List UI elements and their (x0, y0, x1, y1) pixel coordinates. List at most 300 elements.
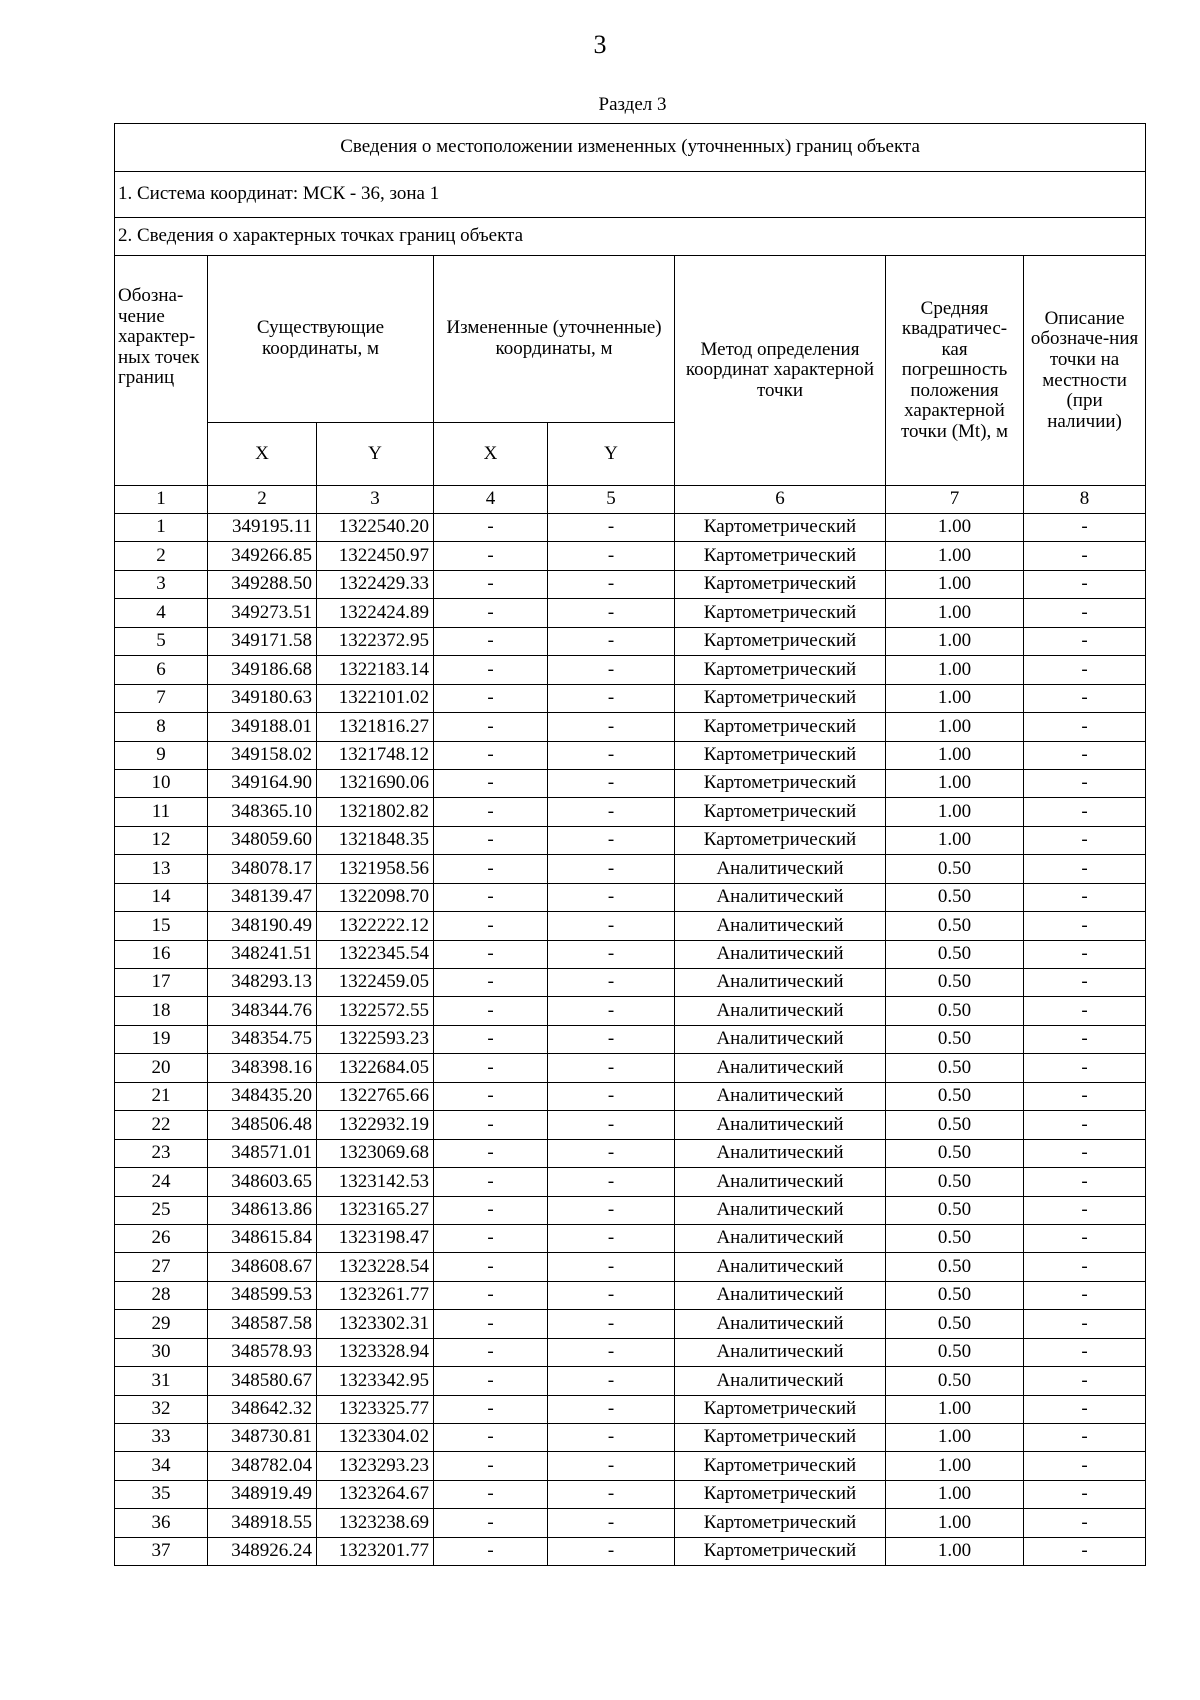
description-cell: - (1024, 1196, 1146, 1224)
description-cell: - (1024, 514, 1146, 542)
rms-error-cell: 0.50 (886, 883, 1024, 911)
existing-x-cell: 348078.17 (208, 855, 317, 883)
description-cell: - (1024, 656, 1146, 684)
changed-y-cell: - (548, 656, 675, 684)
changed-y-cell: - (548, 769, 675, 797)
rms-error-cell: 0.50 (886, 940, 1024, 968)
rms-error-cell: 1.00 (886, 1480, 1024, 1508)
point-number-cell: 11 (115, 798, 208, 826)
existing-y-cell: 1322540.20 (317, 514, 434, 542)
changed-y-cell: - (548, 940, 675, 968)
existing-y-cell: 1322183.14 (317, 656, 434, 684)
point-number-cell: 17 (115, 969, 208, 997)
method-cell: Аналитический (675, 855, 886, 883)
existing-x-cell: 348608.67 (208, 1253, 317, 1281)
existing-x-cell: 348615.84 (208, 1224, 317, 1252)
changed-x-cell: - (434, 1480, 548, 1508)
description-cell: - (1024, 1253, 1146, 1281)
method-cell: Картометрический (675, 1424, 886, 1452)
existing-y-cell: 1323228.54 (317, 1253, 434, 1281)
existing-y-cell: 1322459.05 (317, 969, 434, 997)
table-row (115, 1509, 1146, 1537)
table-row (115, 997, 1146, 1025)
method-cell: Аналитический (675, 1139, 886, 1167)
changed-x-cell: - (434, 1025, 548, 1053)
header-existing-y: Y (317, 423, 434, 486)
method-cell: Аналитический (675, 969, 886, 997)
changed-x-cell: - (434, 1082, 548, 1110)
point-number-cell: 18 (115, 997, 208, 1025)
table-row (115, 1480, 1146, 1508)
changed-y-cell: - (548, 1281, 675, 1309)
description-cell: - (1024, 627, 1146, 655)
method-cell: Картометрический (675, 1452, 886, 1480)
header-changed-y: Y (548, 423, 675, 486)
existing-y-cell: 1321748.12 (317, 741, 434, 769)
existing-y-cell: 1322765.66 (317, 1082, 434, 1110)
changed-y-cell: - (548, 883, 675, 911)
changed-y-cell: - (548, 514, 675, 542)
method-cell: Картометрический (675, 684, 886, 712)
table-row (115, 656, 1146, 684)
table-row (115, 542, 1146, 570)
method-cell: Аналитический (675, 1253, 886, 1281)
point-number-cell: 10 (115, 769, 208, 797)
existing-x-cell: 348059.60 (208, 826, 317, 854)
column-number: 1 (115, 486, 208, 514)
table-row (115, 826, 1146, 854)
existing-x-cell: 348365.10 (208, 798, 317, 826)
existing-x-cell: 349186.68 (208, 656, 317, 684)
changed-x-cell: - (434, 855, 548, 883)
existing-x-cell: 348730.81 (208, 1424, 317, 1452)
existing-y-cell: 1323165.27 (317, 1196, 434, 1224)
description-cell: - (1024, 1310, 1146, 1338)
method-cell: Аналитический (675, 1310, 886, 1338)
table-row (115, 1338, 1146, 1366)
existing-y-cell: 1322101.02 (317, 684, 434, 712)
changed-y-cell: - (548, 1424, 675, 1452)
existing-x-cell: 348241.51 (208, 940, 317, 968)
point-number-cell: 37 (115, 1537, 208, 1565)
changed-x-cell: - (434, 1111, 548, 1139)
changed-y-cell: - (548, 1537, 675, 1565)
changed-y-cell: - (548, 542, 675, 570)
existing-y-cell: 1321816.27 (317, 713, 434, 741)
rms-error-cell: 0.50 (886, 1338, 1024, 1366)
rms-error-cell: 0.50 (886, 997, 1024, 1025)
existing-x-cell: 349164.90 (208, 769, 317, 797)
rms-error-cell: 1.00 (886, 656, 1024, 684)
column-number: 2 (208, 486, 317, 514)
method-cell: Аналитический (675, 1196, 886, 1224)
column-number-row (115, 486, 1146, 514)
description-cell: - (1024, 1395, 1146, 1423)
existing-x-cell: 348293.13 (208, 969, 317, 997)
existing-y-cell: 1322450.97 (317, 542, 434, 570)
point-number-cell: 28 (115, 1281, 208, 1309)
table-row (115, 684, 1146, 712)
point-number-cell: 34 (115, 1452, 208, 1480)
header-changed-coords: Измененные (уточненные) координаты, м (434, 256, 675, 423)
method-cell: Аналитический (675, 1168, 886, 1196)
method-cell: Аналитический (675, 1111, 886, 1139)
point-number-cell: 12 (115, 826, 208, 854)
changed-x-cell: - (434, 570, 548, 598)
existing-y-cell: 1322098.70 (317, 883, 434, 911)
table-row (115, 1168, 1146, 1196)
method-cell: Картометрический (675, 713, 886, 741)
method-cell: Картометрический (675, 741, 886, 769)
changed-x-cell: - (434, 969, 548, 997)
changed-y-cell: - (548, 1338, 675, 1366)
changed-y-cell: - (548, 1253, 675, 1281)
table-row (115, 1537, 1146, 1565)
boundary-points-table (114, 123, 1146, 1566)
changed-x-cell: - (434, 1424, 548, 1452)
existing-y-cell: 1323069.68 (317, 1139, 434, 1167)
rms-error-cell: 1.00 (886, 1509, 1024, 1537)
header-point-designation: Обозна-чение характер-ных точек границ (115, 256, 208, 486)
existing-x-cell: 349158.02 (208, 741, 317, 769)
header-changed-x: X (434, 423, 548, 486)
changed-y-cell: - (548, 1082, 675, 1110)
changed-x-cell: - (434, 741, 548, 769)
existing-x-cell: 349273.51 (208, 599, 317, 627)
rms-error-cell: 0.50 (886, 1281, 1024, 1309)
column-number: 5 (548, 486, 675, 514)
existing-x-cell: 348344.76 (208, 997, 317, 1025)
rms-error-cell: 1.00 (886, 570, 1024, 598)
table-row (115, 1082, 1146, 1110)
existing-y-cell: 1321802.82 (317, 798, 434, 826)
method-cell: Картометрический (675, 514, 886, 542)
description-cell: - (1024, 883, 1146, 911)
table-row (115, 1025, 1146, 1053)
rms-error-cell: 1.00 (886, 826, 1024, 854)
point-number-cell: 36 (115, 1509, 208, 1537)
changed-x-cell: - (434, 1537, 548, 1565)
changed-y-cell: - (548, 1452, 675, 1480)
method-cell: Аналитический (675, 912, 886, 940)
point-number-cell: 2 (115, 542, 208, 570)
existing-x-cell: 349288.50 (208, 570, 317, 598)
rms-error-cell: 1.00 (886, 769, 1024, 797)
changed-y-cell: - (548, 1395, 675, 1423)
point-number-cell: 31 (115, 1367, 208, 1395)
existing-x-cell: 349266.85 (208, 542, 317, 570)
header-method: Метод определения координат характерной точки (675, 256, 886, 486)
existing-y-cell: 1323238.69 (317, 1509, 434, 1537)
changed-y-cell: - (548, 1196, 675, 1224)
point-number-cell: 22 (115, 1111, 208, 1139)
changed-x-cell: - (434, 542, 548, 570)
existing-x-cell: 348918.55 (208, 1509, 317, 1537)
table-row (115, 1395, 1146, 1423)
table-row (115, 1367, 1146, 1395)
rms-error-cell: 1.00 (886, 1452, 1024, 1480)
changed-y-cell: - (548, 1480, 675, 1508)
changed-y-cell: - (548, 826, 675, 854)
existing-x-cell: 348587.58 (208, 1310, 317, 1338)
table-row (115, 1196, 1146, 1224)
rms-error-cell: 0.50 (886, 969, 1024, 997)
changed-y-cell: - (548, 684, 675, 712)
existing-x-cell: 349180.63 (208, 684, 317, 712)
description-cell: - (1024, 1338, 1146, 1366)
section-title: Раздел 3 (598, 94, 667, 115)
existing-x-cell: 349171.58 (208, 627, 317, 655)
method-cell: Аналитический (675, 1025, 886, 1053)
existing-x-cell: 348603.65 (208, 1168, 317, 1196)
changed-y-cell: - (548, 713, 675, 741)
rms-error-cell: 1.00 (886, 514, 1024, 542)
point-number-cell: 15 (115, 912, 208, 940)
description-cell: - (1024, 1168, 1146, 1196)
point-number-cell: 6 (115, 656, 208, 684)
table-row (115, 627, 1146, 655)
rms-error-cell: 0.50 (886, 1253, 1024, 1281)
existing-y-cell: 1323325.77 (317, 1395, 434, 1423)
changed-x-cell: - (434, 1367, 548, 1395)
rms-error-cell: 0.50 (886, 1310, 1024, 1338)
existing-y-cell: 1322424.89 (317, 599, 434, 627)
rms-error-cell: 1.00 (886, 741, 1024, 769)
description-cell: - (1024, 826, 1146, 854)
method-cell: Картометрический (675, 1395, 886, 1423)
existing-x-cell: 349195.11 (208, 514, 317, 542)
existing-x-cell: 348354.75 (208, 1025, 317, 1053)
changed-y-cell: - (548, 1509, 675, 1537)
existing-x-cell: 348599.53 (208, 1281, 317, 1309)
header-existing-x: X (208, 423, 317, 486)
point-number-cell: 33 (115, 1424, 208, 1452)
point-number-cell: 29 (115, 1310, 208, 1338)
description-cell: - (1024, 1082, 1146, 1110)
point-number-cell: 20 (115, 1054, 208, 1082)
existing-x-cell: 348919.49 (208, 1480, 317, 1508)
description-cell: - (1024, 798, 1146, 826)
changed-x-cell: - (434, 1509, 548, 1537)
changed-x-cell: - (434, 1338, 548, 1366)
point-number-cell: 23 (115, 1139, 208, 1167)
method-cell: Аналитический (675, 997, 886, 1025)
table-row (115, 769, 1146, 797)
description-cell: - (1024, 1111, 1146, 1139)
changed-x-cell: - (434, 798, 548, 826)
existing-y-cell: 1323302.31 (317, 1310, 434, 1338)
point-number-cell: 27 (115, 1253, 208, 1281)
table-row (115, 1281, 1146, 1309)
existing-x-cell: 348926.24 (208, 1537, 317, 1565)
changed-x-cell: - (434, 997, 548, 1025)
rms-error-cell: 0.50 (886, 1168, 1024, 1196)
column-number: 7 (886, 486, 1024, 514)
table-row (115, 1452, 1146, 1480)
description-cell: - (1024, 1224, 1146, 1252)
changed-x-cell: - (434, 1196, 548, 1224)
existing-y-cell: 1321958.56 (317, 855, 434, 883)
changed-x-cell: - (434, 1281, 548, 1309)
method-cell: Картометрический (675, 1509, 886, 1537)
existing-x-cell: 348642.32 (208, 1395, 317, 1423)
point-number-cell: 30 (115, 1338, 208, 1366)
table-row (115, 1054, 1146, 1082)
column-number: 8 (1024, 486, 1146, 514)
description-cell: - (1024, 912, 1146, 940)
description-cell: - (1024, 940, 1146, 968)
rms-error-cell: 0.50 (886, 912, 1024, 940)
changed-y-cell: - (548, 969, 675, 997)
changed-x-cell: - (434, 1224, 548, 1252)
point-number-cell: 35 (115, 1480, 208, 1508)
changed-x-cell: - (434, 599, 548, 627)
rms-error-cell: 1.00 (886, 798, 1024, 826)
table-row (115, 1253, 1146, 1281)
rms-error-cell: 1.00 (886, 542, 1024, 570)
point-number-cell: 26 (115, 1224, 208, 1252)
table-row (115, 1224, 1146, 1252)
header-existing-coords: Существующие координаты, м (208, 256, 434, 423)
description-cell: - (1024, 1025, 1146, 1053)
changed-x-cell: - (434, 1310, 548, 1338)
method-cell: Картометрический (675, 542, 886, 570)
existing-y-cell: 1323264.67 (317, 1480, 434, 1508)
rms-error-cell: 0.50 (886, 1367, 1024, 1395)
existing-y-cell: 1323293.23 (317, 1452, 434, 1480)
changed-y-cell: - (548, 741, 675, 769)
table-row (115, 599, 1146, 627)
description-cell: - (1024, 1480, 1146, 1508)
table-title: Сведения о местоположении измененных (уточненных) границ объекта (115, 124, 1146, 172)
rms-error-cell: 1.00 (886, 713, 1024, 741)
existing-y-cell: 1323261.77 (317, 1281, 434, 1309)
rms-error-cell: 1.00 (886, 1395, 1024, 1423)
existing-y-cell: 1322572.55 (317, 997, 434, 1025)
description-cell: - (1024, 684, 1146, 712)
rms-error-cell: 1.00 (886, 1537, 1024, 1565)
table-row (115, 1310, 1146, 1338)
rms-error-cell: 1.00 (886, 1424, 1024, 1452)
method-cell: Картометрический (675, 570, 886, 598)
table-row (115, 713, 1146, 741)
point-number-cell: 8 (115, 713, 208, 741)
existing-x-cell: 348435.20 (208, 1082, 317, 1110)
point-number-cell: 5 (115, 627, 208, 655)
table-row (115, 1139, 1146, 1167)
changed-y-cell: - (548, 570, 675, 598)
changed-x-cell: - (434, 940, 548, 968)
description-cell: - (1024, 741, 1146, 769)
description-cell: - (1024, 855, 1146, 883)
method-cell: Аналитический (675, 1281, 886, 1309)
existing-y-cell: 1323304.02 (317, 1424, 434, 1452)
method-cell: Аналитический (675, 1367, 886, 1395)
description-cell: - (1024, 1509, 1146, 1537)
existing-y-cell: 1323201.77 (317, 1537, 434, 1565)
existing-y-cell: 1322372.95 (317, 627, 434, 655)
point-number-cell: 21 (115, 1082, 208, 1110)
description-cell: - (1024, 997, 1146, 1025)
existing-y-cell: 1321690.06 (317, 769, 434, 797)
changed-x-cell: - (434, 684, 548, 712)
changed-x-cell: - (434, 656, 548, 684)
table-row (115, 741, 1146, 769)
existing-y-cell: 1322345.54 (317, 940, 434, 968)
changed-y-cell: - (548, 1111, 675, 1139)
existing-x-cell: 348613.86 (208, 1196, 317, 1224)
existing-y-cell: 1322932.19 (317, 1111, 434, 1139)
description-cell: - (1024, 570, 1146, 598)
rms-error-cell: 1.00 (886, 627, 1024, 655)
existing-x-cell: 348571.01 (208, 1139, 317, 1167)
description-cell: - (1024, 1452, 1146, 1480)
rms-error-cell: 0.50 (886, 1196, 1024, 1224)
changed-x-cell: - (434, 769, 548, 797)
changed-y-cell: - (548, 1367, 675, 1395)
rms-error-cell: 0.50 (886, 1082, 1024, 1110)
column-number: 6 (675, 486, 886, 514)
existing-y-cell: 1322222.12 (317, 912, 434, 940)
rms-error-cell: 0.50 (886, 1025, 1024, 1053)
method-cell: Картометрический (675, 656, 886, 684)
changed-x-cell: - (434, 1253, 548, 1281)
point-number-cell: 7 (115, 684, 208, 712)
rms-error-cell: 1.00 (886, 684, 1024, 712)
method-cell: Картометрический (675, 1480, 886, 1508)
table-row (115, 969, 1146, 997)
changed-y-cell: - (548, 599, 675, 627)
description-cell: - (1024, 969, 1146, 997)
changed-x-cell: - (434, 1139, 548, 1167)
rms-error-cell: 0.50 (886, 1139, 1024, 1167)
changed-y-cell: - (548, 798, 675, 826)
changed-x-cell: - (434, 514, 548, 542)
changed-x-cell: - (434, 1168, 548, 1196)
changed-x-cell: - (434, 883, 548, 911)
existing-y-cell: 1323142.53 (317, 1168, 434, 1196)
changed-y-cell: - (548, 1054, 675, 1082)
method-cell: Картометрический (675, 826, 886, 854)
page-number: 3 (593, 30, 607, 59)
method-cell: Аналитический (675, 1224, 886, 1252)
changed-y-cell: - (548, 997, 675, 1025)
description-cell: - (1024, 713, 1146, 741)
method-cell: Аналитический (675, 940, 886, 968)
point-number-cell: 9 (115, 741, 208, 769)
table-row (115, 1424, 1146, 1452)
table-row (115, 912, 1146, 940)
point-number-cell: 13 (115, 855, 208, 883)
point-number-cell: 16 (115, 940, 208, 968)
table-row (115, 514, 1146, 542)
changed-y-cell: - (548, 1224, 675, 1252)
description-cell: - (1024, 1281, 1146, 1309)
existing-x-cell: 348578.93 (208, 1338, 317, 1366)
existing-x-cell: 348782.04 (208, 1452, 317, 1480)
description-cell: - (1024, 1139, 1146, 1167)
description-cell: - (1024, 1367, 1146, 1395)
point-number-cell: 24 (115, 1168, 208, 1196)
method-cell: Аналитический (675, 1082, 886, 1110)
rms-error-cell: 1.00 (886, 599, 1024, 627)
changed-x-cell: - (434, 627, 548, 655)
changed-x-cell: - (434, 1452, 548, 1480)
point-number-cell: 32 (115, 1395, 208, 1423)
rms-error-cell: 0.50 (886, 855, 1024, 883)
table-row (115, 798, 1146, 826)
changed-x-cell: - (434, 1054, 548, 1082)
